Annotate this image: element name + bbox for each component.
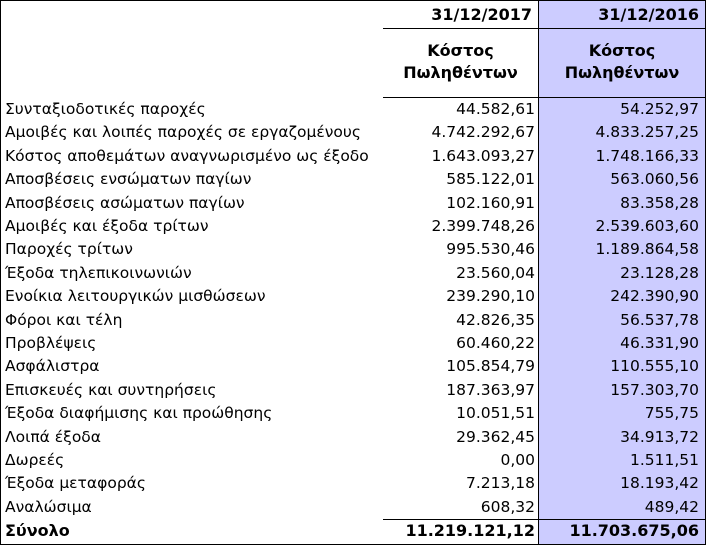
table-row [1,309,705,333]
row-value-2016: 56.537,78 [620,310,699,329]
header-date-2017: 31/12/2017 [431,5,532,24]
row-value-2017: 102.160,91 [446,193,535,212]
row-value-2016: 157.303,70 [610,380,699,399]
row-label: Έξοδα τηλεπικοινωνιών [5,263,192,282]
total-row [1,519,705,543]
row-value-2017: 608,32 [480,497,535,516]
row-label: Κόστος αποθεμάτων αναγνωρισμένο ως έξοδο [5,146,369,165]
table-row [1,472,705,496]
row-value-2017: 0,00 [500,451,535,469]
header-date-underline [383,28,705,29]
row-label: Αναλώσιμα [5,497,92,516]
row-value-2017: 60.460,22 [456,334,535,352]
row-value-2016: 1.748.166,33 [595,146,699,165]
header-label-2016-line1: Κόστος [588,41,656,60]
row-label: Αμοιβές και έξοδα τρίτων [5,217,209,235]
row-label: Συνταξιοδοτικές παροχές [5,100,206,118]
table-row [1,262,705,286]
row-label: Έξοδα διαφήμισης και προώθησης [5,404,273,423]
row-label: Ασφάλιστρα [5,357,100,376]
table-row [1,121,705,145]
row-value-2017: 4.742.292,67 [431,123,535,142]
row-label: Αποσβέσεις ασώματων παγίων [5,193,245,212]
row-value-2016: 54.252,97 [620,100,699,118]
table-row [1,285,705,309]
header-label-2016 [539,40,705,84]
row-label: Αμοιβές και λοιπές παροχές σε εργαζομένους [5,123,361,142]
row-value-2017: 29.362,45 [456,427,535,446]
row-value-2016: 34.913,72 [620,427,699,446]
header-label-2016-line2: Πωληθέντων [564,63,680,82]
row-value-2016: 1.189.864,58 [595,240,699,259]
row-label: Δωρεές [5,451,65,469]
total-label: Σύνολο [5,521,70,540]
row-label: Ενοίκια λειτουργικών μισθώσεων [5,287,266,306]
row-value-2017: 44.582,61 [456,100,535,118]
table-row [1,98,705,122]
table-row [1,355,705,379]
table-row [1,426,705,450]
header-label-2017-line2: Πωληθέντων [403,63,518,82]
table-row [1,449,705,473]
row-label: Έξοδα μεταφοράς [5,474,146,493]
table-row [1,215,705,239]
row-value-2016: 755,75 [644,404,699,423]
row-value-2017: 995.530,46 [446,240,535,259]
row-value-2017: 1.643.093,27 [431,146,535,165]
row-value-2016: 18.193,42 [620,474,699,493]
table-row [1,379,705,403]
row-label: Παροχές τρίτων [5,240,133,259]
table-row [1,238,705,262]
total-value-2016: 11.703.675,06 [569,521,699,540]
row-value-2016: 83.358,28 [620,193,699,212]
row-value-2017: 23.560,04 [456,263,535,282]
row-label: Λοιπά έξοδα [5,427,102,446]
table-row [1,145,705,169]
row-value-2016: 242.390,90 [610,287,699,306]
header-date-2016: 31/12/2016 [598,5,699,24]
row-value-2017: 10.051,51 [456,404,535,423]
row-value-2017: 2.399.748,26 [431,217,535,235]
row-label: Φόροι και τέλη [5,310,123,329]
row-value-2016: 4.833.257,25 [595,123,699,142]
total-value-2017: 11.219.121,12 [405,521,535,540]
row-value-2017: 105.854,79 [446,357,535,376]
table-row [1,496,705,520]
row-label: Αποσβέσεις ενσώματων παγίων [5,170,252,189]
row-value-2016: 110.555,10 [610,357,699,376]
row-value-2017: 585.122,01 [446,170,535,189]
table-row [1,402,705,426]
row-value-2016: 46.331,90 [620,334,699,352]
row-value-2016: 23.128,28 [620,263,699,282]
header-label-2017 [383,40,538,84]
table-row [1,332,705,356]
table-row [1,192,705,216]
row-value-2017: 7.213,18 [465,474,535,493]
row-value-2016: 489,42 [644,497,699,516]
row-label: Προβλέψεις [5,334,97,352]
row-value-2016: 563.060,56 [610,170,699,189]
row-value-2016: 1.511,51 [629,451,699,469]
row-value-2017: 187.363,97 [446,380,535,399]
row-label: Επισκευές και συντηρήσεις [5,380,217,399]
header-label-2017-line1: Κόστος [427,41,494,60]
table-row [1,168,705,192]
row-value-2017: 239.290,10 [446,287,535,306]
row-value-2017: 42.826,35 [456,310,535,329]
row-value-2016: 2.539.603,60 [595,217,699,235]
